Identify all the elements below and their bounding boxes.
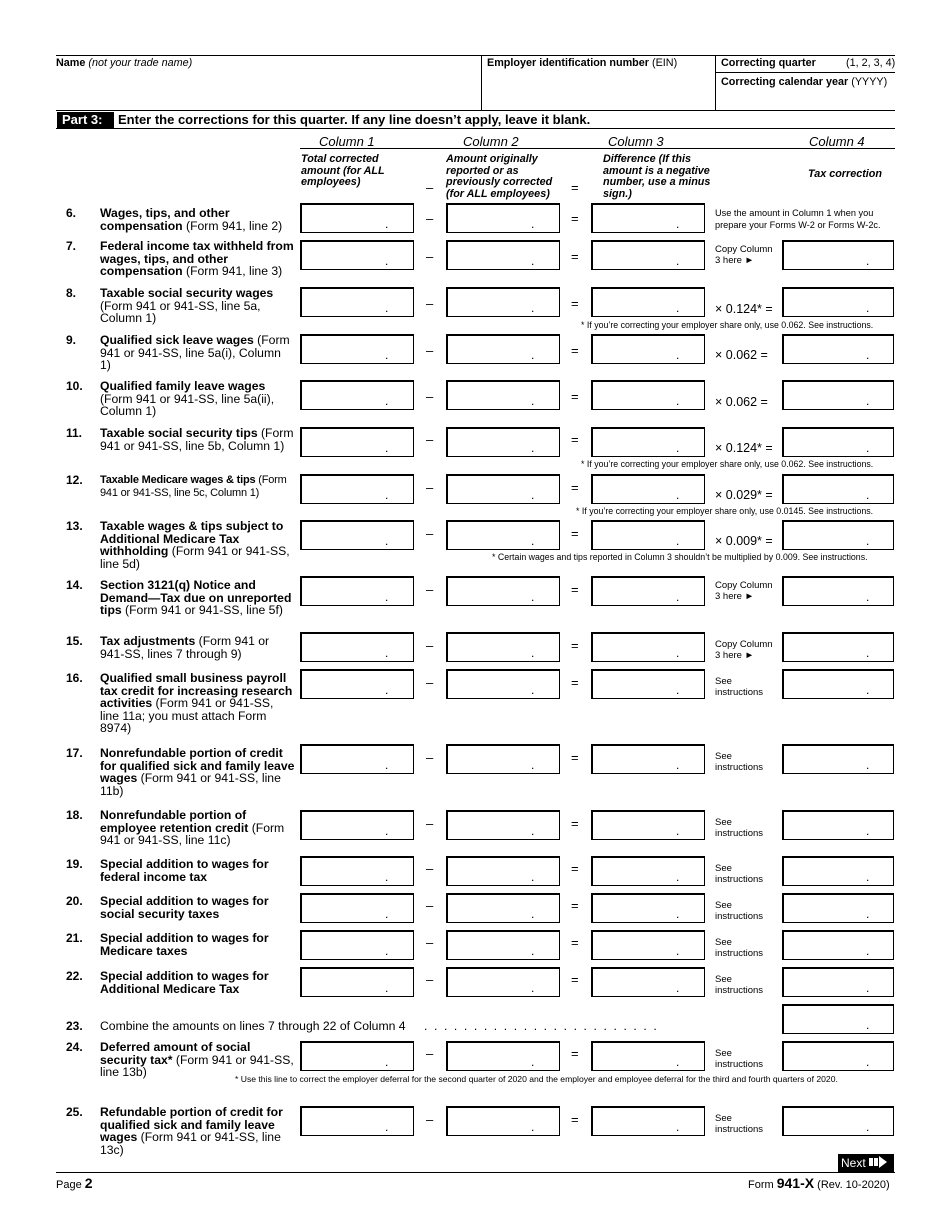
- part-3-header: [56, 112, 895, 129]
- line-21-description: Special addition to wages for Medicare taxes: [100, 931, 269, 958]
- minus-sign: –: [426, 432, 434, 447]
- line-25-description: Refundable portion of credit for qualified sick and family leave wages (Form 941 or 941-SS, line 13c): [100, 1105, 283, 1157]
- line-10-col1-input[interactable]: .: [300, 380, 414, 410]
- line-17-col4-input[interactable]: .: [782, 744, 894, 774]
- line-16-col2-input[interactable]: .: [446, 669, 560, 699]
- header-quarter-rule: [715, 72, 895, 73]
- name-label: Name: [56, 57, 86, 69]
- quarter-label[interactable]: Correcting quarter: [721, 57, 816, 69]
- line-6-col3-input[interactable]: .: [591, 203, 705, 233]
- line-7-col3-input[interactable]: .: [591, 240, 705, 270]
- line-18-description: Nonrefundable portion of employee retention credit (Form 941 or 941-SS, line 11c): [100, 808, 285, 848]
- line-13-col2-input[interactable]: .: [446, 520, 560, 550]
- line-number: 10.: [66, 379, 83, 393]
- line-6-col2-input[interactable]: .: [446, 203, 560, 233]
- equals-sign: =: [571, 582, 579, 597]
- equals-sign: =: [571, 1112, 579, 1127]
- line-12-col4-input[interactable]: .: [782, 474, 894, 504]
- column-3-description: Difference (If this amount is a negative number, use a minus sign.): [603, 153, 711, 200]
- year-label: Correcting calendar year: [721, 76, 849, 88]
- equals-sign: =: [571, 480, 579, 495]
- line-14-instruction: Copy Column 3 here ►: [715, 580, 773, 602]
- line-8-description: Taxable social security wages (Form 941 or 941-SS, line 5a, Column 1): [100, 286, 274, 326]
- equals-sign: =: [571, 211, 579, 226]
- line-number: 25.: [66, 1105, 83, 1119]
- header-divider: [481, 55, 482, 111]
- line-8-col3-input[interactable]: .: [591, 287, 705, 317]
- line-11-col4-input[interactable]: .: [782, 427, 894, 457]
- line-number: 15.: [66, 634, 83, 648]
- form-identifier: Form 941-X (Rev. 10-2020): [748, 1175, 890, 1191]
- line-number: 17.: [66, 746, 83, 760]
- minus-sign: –: [426, 211, 434, 226]
- line-20-description: Special addition to wages for social security taxes: [100, 894, 269, 921]
- line-18-col2-input[interactable]: .: [446, 810, 560, 840]
- equals-sign: =: [571, 296, 579, 311]
- line-7-description: Federal income tax withheld from wages, tips, and other compensation (Form 941, line 3): [100, 239, 294, 279]
- line-number: 23.: [66, 1019, 83, 1033]
- year-field[interactable]: [721, 76, 887, 88]
- equals-sign: =: [571, 249, 579, 264]
- line-13-col4-input[interactable]: .: [782, 520, 894, 550]
- line-number: 16.: [66, 671, 83, 685]
- minus-sign: –: [426, 816, 434, 831]
- line-17-col1-input[interactable]: .: [300, 744, 414, 774]
- next-label: Next: [841, 1156, 866, 1170]
- line-number: 13.: [66, 519, 83, 533]
- line-20-col4-input[interactable]: .: [782, 893, 894, 923]
- line-19-description: Special addition to wages for federal income tax: [100, 857, 269, 884]
- line-15-col2-input[interactable]: .: [446, 632, 560, 662]
- line-19-col2-input[interactable]: .: [446, 856, 560, 886]
- line-number: 8.: [66, 286, 77, 300]
- line-24-col3-input[interactable]: .: [591, 1041, 705, 1071]
- line-9-col3-input[interactable]: .: [591, 334, 705, 364]
- line-18-instruction: See instructions: [715, 817, 764, 839]
- line-15-description: Tax adjustments (Form 941 or 941-SS, lines 7 through 9): [100, 634, 270, 661]
- column-3-heading: Column 3: [608, 134, 664, 149]
- line-9-description: Qualified sick leave wages (Form 941 or 941-SS, line 5a(i), Column 1): [100, 333, 290, 373]
- equals-sign: =: [571, 750, 579, 765]
- line-16-instruction: See instructions: [715, 676, 764, 698]
- year-format: (YYYY): [851, 76, 888, 88]
- line-10-description: Qualified family leave wages (Form 941 or 941-SS, line 5a(ii), Column 1): [100, 379, 275, 419]
- line-14-col1-input[interactable]: .: [300, 576, 414, 606]
- line-12-multiplier: × 0.029* =: [715, 488, 773, 502]
- line-6-description: Wages, tips, and other compensation (Form 941, line 2): [100, 206, 283, 233]
- line-21-instruction: See instructions: [715, 937, 764, 959]
- line-25-col4-input[interactable]: .: [782, 1106, 894, 1136]
- line-17-col2-input[interactable]: .: [446, 744, 560, 774]
- line-16-description: Qualified small business payroll tax credit for increasing research activities (Form 941 or 941-SS, line 11a; you must attach Form 8974): [100, 671, 293, 736]
- minus-sign: –: [426, 180, 434, 195]
- line-20-col1-input[interactable]: .: [300, 893, 414, 923]
- page-number: Page 2: [56, 1175, 93, 1191]
- header-top-rule: [56, 55, 895, 56]
- next-button[interactable]: [838, 1154, 894, 1172]
- line-number: 19.: [66, 857, 83, 871]
- line-24-description: Deferred amount of social security tax* (Form 941 or 941-SS, line 13b): [100, 1040, 294, 1080]
- line-25-col2-input[interactable]: .: [446, 1106, 560, 1136]
- column-2-heading: Column 2: [463, 134, 519, 149]
- header-divider: [715, 55, 716, 111]
- line-10-col2-input[interactable]: .: [446, 380, 560, 410]
- line-7-col4-input[interactable]: .: [782, 240, 894, 270]
- column-2-description: Amount originally reported or as previously corrected (for ALL employees): [446, 153, 553, 200]
- minus-sign: –: [426, 1046, 434, 1061]
- name-note: (not your trade name): [88, 57, 193, 69]
- line-11-col1-input[interactable]: .: [300, 427, 414, 457]
- line-12-col3-input[interactable]: .: [591, 474, 705, 504]
- ein-field[interactable]: [487, 57, 677, 69]
- line-8-col2-input[interactable]: .: [446, 287, 560, 317]
- line-11-description: Taxable social security tips (Form 941 or 941-SS, line 5b, Column 1): [100, 426, 294, 453]
- name-field[interactable]: [56, 57, 192, 69]
- equals-sign: =: [571, 1046, 579, 1061]
- line-19-col4-input[interactable]: .: [782, 856, 894, 886]
- line-13-note: * Certain wages and tips reported in Column 3 shouldn’t be multiplied by 0.009. See instructions.: [492, 552, 868, 562]
- line-24-instruction: See instructions: [715, 1048, 764, 1070]
- line-24-col2-input[interactable]: .: [446, 1041, 560, 1071]
- line-22-description: Special addition to wages for Additional Medicare Tax: [100, 969, 269, 996]
- line-number: 18.: [66, 808, 83, 822]
- line-21-col3-input[interactable]: .: [591, 930, 705, 960]
- column-4-description: Tax correction: [808, 168, 883, 180]
- footer-rule: [56, 1172, 895, 1173]
- line-19-instruction: See instructions: [715, 863, 764, 885]
- equals-sign: =: [571, 343, 579, 358]
- line-9-col2-input[interactable]: .: [446, 334, 560, 364]
- line-10-multiplier: × 0.062 =: [715, 395, 768, 409]
- line-24-note: * Use this line to correct the employer deferral for the second quarter of 2020 and the employer and employee deferral for the third and fourth quarters of 2020.: [235, 1074, 838, 1084]
- ein-abbr: (EIN): [651, 57, 678, 69]
- line-12-col1-input[interactable]: .: [300, 474, 414, 504]
- line-20-col3-input[interactable]: .: [591, 893, 705, 923]
- line-13-col3-input[interactable]: .: [591, 520, 705, 550]
- line-9-multiplier: × 0.062 =: [715, 348, 768, 362]
- minus-sign: –: [426, 972, 434, 987]
- line-8-note: * If you’re correcting your employer share only, use 0.062. See instructions.: [581, 320, 874, 330]
- line-23-description: Combine the amounts on lines 7 through 22 of Column 4: [100, 1019, 406, 1033]
- line-16-col3-input[interactable]: .: [591, 669, 705, 699]
- minus-sign: –: [426, 249, 434, 264]
- minus-sign: –: [426, 1112, 434, 1127]
- line-12-description: Taxable Medicare wages & tips (Form 941 or 941-SS, line 5c, Column 1): [100, 474, 287, 499]
- line-13-description: Taxable wages & tips subject to Additional Medicare Tax withholding (Form 941 or 941-SS, line 5d): [100, 519, 290, 571]
- line-21-col1-input[interactable]: .: [300, 930, 414, 960]
- line-number: 6.: [66, 206, 77, 220]
- line-22-col3-input[interactable]: .: [591, 967, 705, 997]
- column-header-rule: [300, 148, 895, 149]
- equals-sign: =: [571, 526, 579, 541]
- minus-sign: –: [426, 389, 434, 404]
- line-number: 9.: [66, 333, 77, 347]
- line-number: 20.: [66, 894, 83, 908]
- line-17-description: Nonrefundable portion of credit for qualified sick and family leave wages (Form 941 or 941-SS, line 11b): [100, 746, 295, 798]
- minus-sign: –: [426, 750, 434, 765]
- equals-sign: =: [571, 432, 579, 447]
- line-9-col4-input[interactable]: .: [782, 334, 894, 364]
- line-7-instruction: Copy Column 3 here ►: [715, 244, 773, 266]
- header-bottom-rule: [56, 110, 895, 111]
- line-7-col2-input[interactable]: .: [446, 240, 560, 270]
- line-number: 7.: [66, 239, 77, 253]
- line-8-multiplier: × 0.124* =: [715, 302, 773, 316]
- line-9-col1-input[interactable]: .: [300, 334, 414, 364]
- part-tag: Part 3:: [57, 112, 114, 128]
- line-number: 14.: [66, 578, 83, 592]
- line-12-note: * If you’re correcting your employer share only, use 0.0145. See instructions.: [576, 506, 874, 516]
- line-15-col1-input[interactable]: .: [300, 632, 414, 662]
- equals-sign: =: [571, 638, 579, 653]
- line-13-multiplier: × 0.009* =: [715, 534, 773, 548]
- column-4-heading: Column 4: [809, 134, 865, 149]
- line-6-col1-input[interactable]: .: [300, 203, 414, 233]
- line-13-col1-input[interactable]: .: [300, 520, 414, 550]
- line-24-col4-input[interactable]: .: [782, 1041, 894, 1071]
- line-number: 11.: [66, 426, 83, 440]
- line-20-col2-input[interactable]: .: [446, 893, 560, 923]
- line-19-col1-input[interactable]: .: [300, 856, 414, 886]
- line-22-col1-input[interactable]: .: [300, 967, 414, 997]
- column-1-description: Total corrected amount (for ALL employees): [301, 153, 385, 188]
- line-22-col4-input[interactable]: .: [782, 967, 894, 997]
- line-11-col2-input[interactable]: .: [446, 427, 560, 457]
- minus-sign: –: [426, 898, 434, 913]
- minus-sign: –: [426, 480, 434, 495]
- line-19-col3-input[interactable]: .: [591, 856, 705, 886]
- line-12-col2-input[interactable]: .: [446, 474, 560, 504]
- line-24-col1-input[interactable]: .: [300, 1041, 414, 1071]
- line-25-col3-input[interactable]: .: [591, 1106, 705, 1136]
- line-16-col1-input[interactable]: .: [300, 669, 414, 699]
- line-18-col4-input[interactable]: .: [782, 810, 894, 840]
- line-10-col4-input[interactable]: .: [782, 380, 894, 410]
- minus-sign: –: [426, 675, 434, 690]
- line-17-col3-input[interactable]: .: [591, 744, 705, 774]
- line-17-instruction: See instructions: [715, 751, 764, 773]
- line-8-col4-input[interactable]: .: [782, 287, 894, 317]
- line-15-col4-input[interactable]: .: [782, 632, 894, 662]
- part-title: Enter the corrections for this quarter. If any line doesn’t apply, leave it blank.: [118, 112, 591, 127]
- minus-sign: –: [426, 638, 434, 653]
- line-21-col4-input[interactable]: .: [782, 930, 894, 960]
- line-number: 12.: [66, 473, 83, 487]
- equals-sign: =: [571, 972, 579, 987]
- line-18-col1-input[interactable]: .: [300, 810, 414, 840]
- line-16-col4-input[interactable]: .: [782, 669, 894, 699]
- quarter-options: (1, 2, 3, 4): [846, 57, 896, 69]
- line-14-description: Section 3121(q) Notice and Demand—Tax due on unreported tips (Form 941 or 941-SS, line 5f): [100, 578, 292, 618]
- line-8-col1-input[interactable]: .: [300, 287, 414, 317]
- line-number: 22.: [66, 969, 83, 983]
- equals-sign: =: [571, 816, 579, 831]
- equals-sign: =: [571, 389, 579, 404]
- line-25-instruction: See instructions: [715, 1113, 764, 1135]
- line-14-col4-input[interactable]: .: [782, 576, 894, 606]
- line-11-note: * If you’re correcting your employer share only, use 0.062. See instructions.: [581, 459, 874, 469]
- line-14-col2-input[interactable]: .: [446, 576, 560, 606]
- line-number: 24.: [66, 1040, 83, 1054]
- line-7-col1-input[interactable]: .: [300, 240, 414, 270]
- line-11-multiplier: × 0.124* =: [715, 441, 773, 455]
- ein-label: Employer identification number: [487, 57, 649, 69]
- equals-sign: =: [571, 898, 579, 913]
- line-6-instruction: Use the amount in Column 1 when you prepare your Forms W-2 or Forms W-2c.: [715, 208, 881, 230]
- equals-sign: =: [571, 861, 579, 876]
- column-1-heading: Column 1: [319, 134, 375, 149]
- line-14-col3-input[interactable]: .: [591, 576, 705, 606]
- minus-sign: –: [426, 343, 434, 358]
- line-23-col4-input[interactable]: .: [782, 1004, 894, 1034]
- line-number: 21.: [66, 931, 83, 945]
- equals-sign: =: [571, 675, 579, 690]
- minus-sign: –: [426, 582, 434, 597]
- line-21-col2-input[interactable]: .: [446, 930, 560, 960]
- line-25-col1-input[interactable]: .: [300, 1106, 414, 1136]
- arrow-right-icon: [869, 1156, 887, 1168]
- line-22-col2-input[interactable]: .: [446, 967, 560, 997]
- line-10-col3-input[interactable]: .: [591, 380, 705, 410]
- dot-leader: . . . . . . . . . . . . . . . . . . . . . . . .: [424, 1019, 659, 1033]
- minus-sign: –: [426, 861, 434, 876]
- line-20-instruction: See instructions: [715, 900, 764, 922]
- line-11-col3-input[interactable]: .: [591, 427, 705, 457]
- equals-sign: =: [571, 180, 579, 195]
- minus-sign: –: [426, 526, 434, 541]
- minus-sign: –: [426, 935, 434, 950]
- line-15-col3-input[interactable]: .: [591, 632, 705, 662]
- line-18-col3-input[interactable]: .: [591, 810, 705, 840]
- equals-sign: =: [571, 935, 579, 950]
- minus-sign: –: [426, 296, 434, 311]
- line-15-instruction: Copy Column 3 here ►: [715, 639, 773, 661]
- line-22-instruction: See instructions: [715, 974, 764, 996]
